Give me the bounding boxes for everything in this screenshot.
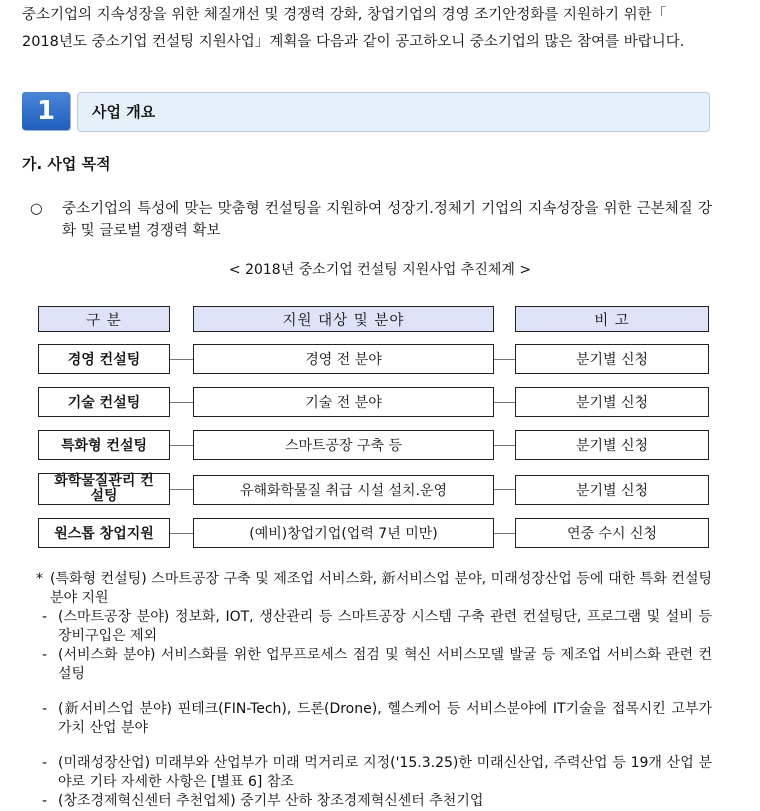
- row-4-target: 유해화학물질 취급 시설 설치.운영: [193, 475, 494, 505]
- row-3-connector-left: [170, 445, 193, 446]
- row-3-note: 분기별 신청: [515, 430, 709, 460]
- row-2-note: 분기별 신청: [515, 387, 709, 417]
- section-title-bar: [77, 92, 710, 132]
- dash-marker: -: [42, 609, 48, 625]
- row-4-connector-left: [170, 489, 193, 490]
- row-1-target: 경영 전 분야: [193, 344, 494, 374]
- header-note: 비 고: [515, 306, 709, 332]
- row-4-category: 화학물질관리 컨설팅: [38, 473, 170, 505]
- note-text: (新서비스업 분야) 핀테크(FIN-Tech), 드론(Drone), 헬스케어 등 서비스분야에 IT기술을 접목시킨 고부가가치 산업 분야: [58, 701, 712, 736]
- row-1-connector-left: [170, 359, 193, 360]
- dash-marker: -: [42, 793, 48, 809]
- subsection-title: 가. 사업 목적: [22, 155, 111, 173]
- section-header: [22, 92, 710, 132]
- note-item: [36, 792, 712, 811]
- row-4-connector-right: [494, 489, 515, 490]
- note-item: [36, 570, 712, 608]
- row-5-note: 연중 수시 신청: [515, 518, 709, 548]
- row-5-connector-left: [170, 533, 193, 534]
- row-2-connector-left: [170, 402, 193, 403]
- purpose-bullet: [30, 198, 712, 242]
- note-item: [36, 700, 712, 738]
- row-5-connector-right: [494, 533, 515, 534]
- dash-marker: -: [42, 701, 48, 717]
- row-3-category: 특화형 컨설팅: [38, 430, 170, 460]
- note-text: (스마트공장 분야) 정보화, IOT, 생산관리 등 스마트공장 시스템 구축 관련 컨설팅단, 프로그램 및 설비 등 장비구입은 제외: [58, 609, 712, 644]
- section-title: 사업 개요: [92, 103, 156, 121]
- row-2-target: 기술 전 분야: [193, 387, 494, 417]
- row-3-connector-right: [494, 445, 515, 446]
- header-target: 지원 대상 및 분야: [193, 306, 494, 332]
- note-text: (창조경제혁신센터 추천업체) 중기부 산하 창조경제혁신센터 추천기업: [58, 793, 484, 809]
- dash-marker: -: [42, 755, 48, 771]
- row-1-note: 분기별 신청: [515, 344, 709, 374]
- intro-line-1: 중소기업의 지속성장을 위한 체질개선 및 경쟁력 강화, 창업기업의 경영 조기안정화를 지원하기 위한「: [22, 7, 667, 23]
- section-number-badge: 1: [22, 92, 70, 130]
- row-1-category: 경영 컨설팅: [38, 344, 170, 374]
- diagram-caption: < 2018년 중소기업 컨설팅 지원사업 추진체계 >: [228, 262, 532, 278]
- row-5-category: 원스톱 창업지원: [38, 518, 170, 548]
- row-5-target: (예비)창업기업(업력 7년 미만): [193, 518, 494, 548]
- row-2-category: 기술 컨설팅: [38, 387, 170, 417]
- asterisk-marker: *: [36, 571, 43, 587]
- dash-marker: -: [42, 647, 48, 663]
- intro-line-2: 2018년도 중소기업 컨설팅 지원사업」계획을 다음과 같이 공고하오니 중소기업의 많은 참여를 바랍니다.: [22, 34, 685, 50]
- note-item: [36, 754, 712, 792]
- notes-list: [36, 570, 712, 811]
- row-3-target: 스마트공장 구축 등: [193, 430, 494, 460]
- circle-bullet-icon: ○: [30, 201, 43, 217]
- row-1-connector-right: [494, 359, 515, 360]
- note-text: (미래성장산업) 미래부와 산업부가 미래 먹거리로 지정('15.3.25)한 미래신산업, 주력산업 등 19개 산업 분야로 기타 자세한 사항은 [별표 6] 참조: [58, 755, 712, 790]
- note-text: (서비스화 분야) 서비스화를 위한 업무프로세스 점검 및 혁신 서비스모델 발굴 등 제조업 서비스화 관련 컨설팅: [58, 647, 712, 682]
- header-category: 구 분: [38, 306, 170, 332]
- note-item: [36, 608, 712, 646]
- row-2-connector-right: [494, 402, 515, 403]
- note-text: (특화형 컨설팅) 스마트공장 구축 및 제조업 서비스화, 新서비스업 분야, 미래성장산업 등에 대한 특화 컨설팅 분야 지원: [50, 571, 712, 606]
- row-4-note: 분기별 신청: [515, 475, 709, 505]
- note-item: [36, 646, 712, 684]
- intro-paragraph: [22, 2, 722, 56]
- purpose-text: 중소기업의 특성에 맞는 맞춤형 컨설팅을 지원하여 성장기.정체기 기업의 지속성장을 위한 근본체질 강화 및 글로벌 경쟁력 확보: [62, 201, 712, 239]
